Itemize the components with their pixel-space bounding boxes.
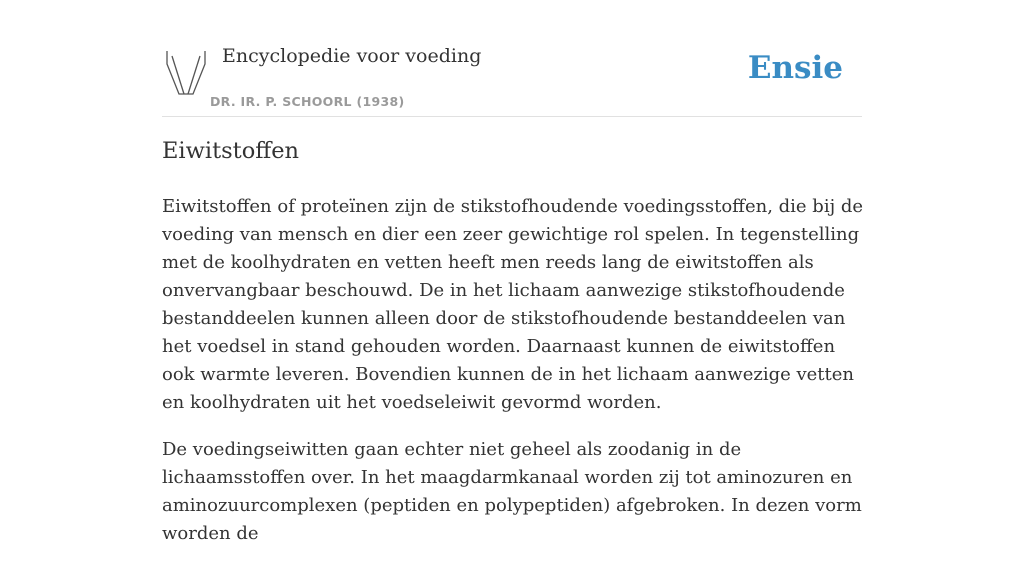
article-paragraph: De voedingseiwitten gaan echter niet geheel als zoodanig in de lichaamsstoffen over. In het maagdarmkanaal worden zij tot aminozuren en aminozuurcomplexen (peptiden en polypeptiden) afgebroken. In dezen vorm worden de [162, 439, 862, 544]
article-body [162, 193, 864, 567]
article-paragraph: Eiwitstoffen of proteïnen zijn de stikstofhoudende voedingsstoffen, die bij de voeding van mensch en dier een zeer gewichtige rol spelen. In tegenstelling met de koolhydraten en vetten heeft men reeds lang de eiwitstoffen als onvervangbaar beschouwd. De in het lichaam aanwezige stikstofhoudende bestanddeelen kunnen alleen door de stikstofhoudende bestanddeelen van het voedsel in stand gehouden worden. Daarnaast kunnen de eiwitstoffen ook warmte leveren. Bovendien kunnen de in het lichaam aanwezige vetten en koolhydraten uit het voedseleiwit gevormd worden. [162, 196, 864, 413]
site-title[interactable]: Encyclopedie voor voeding [222, 45, 482, 67]
article-title: Eiwitstoffen [162, 138, 300, 164]
brand-logo[interactable]: Ensie [747, 50, 843, 86]
author-byline: DR. IR. P. SCHOORL (1938) [210, 94, 405, 109]
v-logo-icon[interactable] [164, 48, 208, 96]
site-header [162, 0, 862, 117]
